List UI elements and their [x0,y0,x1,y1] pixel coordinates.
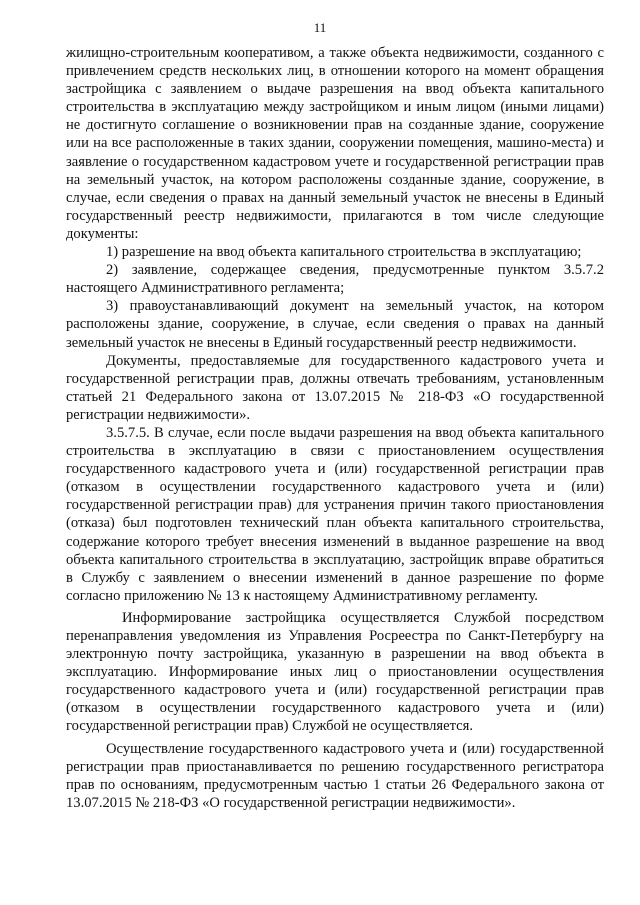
list-item: 1) разрешение на ввод объекта капитального строительства в эксплуатацию; [106,244,582,261]
list-item: 3) правоустанавливающий документ на земельный участок, на котором расположены здание, сооружение, в случае, если сведения о правах на данный земельный участок не внесены в Единый государственный реестр недвижимости. [66,298,604,351]
paragraph: Информирование застройщика осуществляется Службой посредством перенаправления уведомления из Управления Росреестра по Санкт-Петербургу на электронную почту застройщика, указанную в разрешении на ввод объекта в эксплуатацию. Информирование иных лиц о приостановлении осуществления государственного кадастрового учета и (или) государственной регистрации прав (отказом в осуществлении государственного кадастрового учета и (или) государственной регистрации прав) Службой не осуществляется. [66,609,604,735]
paragraph: Документы, предоставляемые для государственного кадастрового учета и государственной регистрации прав, должны отвечать требованиям, установленным статьей 21 Федерального закона от 13.07.2015 № 218-ФЗ «О государственной регистрации недвижимости». [66,352,604,423]
list-item: 2) заявление, содержащее сведения, предусмотренные пунктом 3.5.7.2 настоящего Административного регламента; [66,262,604,297]
page-number: 11 [313,20,327,35]
paragraph: Осуществление государственного кадастрового учета и (или) государственной регистрации прав приостанавливается по решению государственного регистратора прав по основаниям, предусмотренным частью 1 статьи 26 Федерального закона от 13.07.2015 № 218-ФЗ «О государственной регистрации недвижимости». [66,740,604,811]
document-body [66,44,604,812]
paragraph: 3.5.7.5. В случае, если после выдачи разрешения на ввод объекта капитального строительства в эксплуатацию в связи с приостановлением осуществления государственного кадастрового учета и (или) государственной регистрации прав (отказом в осуществлении государственного кадастрового учета и (или) государственной регистрации прав) для устранения причин такого приостановления (отказа) был подготовлен технический план объекта капитального строительства, содержание которого требует внесения изменений в выданное разрешение на ввод объекта капитального строительства в эксплуатацию, застройщик вправе обратиться в Службу с заявлением о внесении изменений в данное разрешение по форме согласно приложению № 13 к настоящему Административному регламенту. [66,424,604,604]
paragraph: жилищно-строительным кооперативом, а также объекта недвижимости, созданного с привлечением средств нескольких лиц, в отношении которого на момент обращения застройщика с заявлением о выдаче разрешения на ввод объекта капитального строительства в эксплуатацию между застройщиком и иным лицом (иными лицами) не достигнуто соглашение о возникновении прав на созданные здание, сооружение или на все расположенные в таких здании, сооружении помещения, машино-места) и заявление о государственном кадастровом учете и государственной регистрации прав на земельный участок, на котором расположены созданные здание, сооружение, в случае, если сведения о правах на данный земельный участок не внесены в Единый государственный реестр недвижимости, прилагаются в том числе следующие документы: [66,45,604,242]
